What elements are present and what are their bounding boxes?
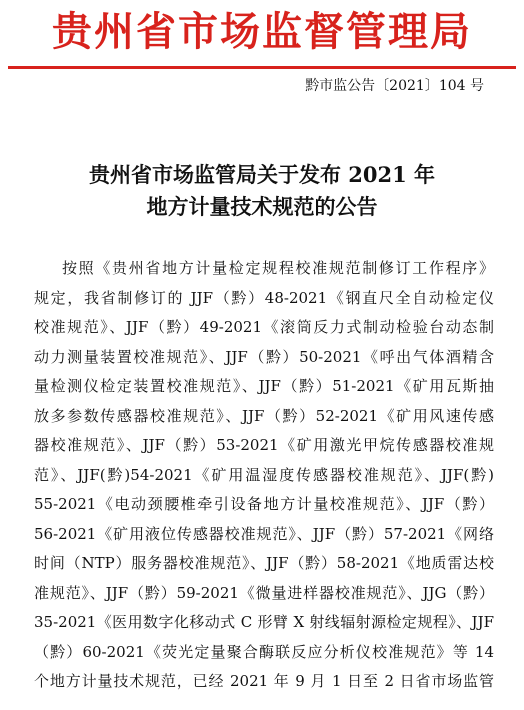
document-body xyxy=(34,254,494,697)
body-line: 校准规范》、JJF（黔）49-2021《滚筒反力式制动检验台动态制 xyxy=(34,318,494,336)
body-line: 准规范》、JJF（黔）59-2021《微量进样器校准规范》、JJG（黔） xyxy=(34,583,494,602)
body-line: 时间（NTP）服务器校准规范》、JJF（黔）58-2021《地质雷达校 xyxy=(34,554,494,572)
body-line: 范》、JJF(黔)54-2021《矿用温湿度传感器校准规范》、JJF(黔) xyxy=(34,465,494,484)
body-line: 按照《贵州省地方计量检定规程校准规范制修订工作程序》 xyxy=(62,259,494,277)
body-line: （黔）60-2021《荧光定量聚合酶联反应分析仪校准规范》等 14 xyxy=(34,642,494,661)
letterhead-red-rule xyxy=(8,66,516,69)
document-title-line-2: 地方计量技术规范的公告 xyxy=(146,194,378,219)
body-line: 动力测量装置校准规范》、JJF（黔）50-2021《呼出气体酒精含 xyxy=(34,347,494,366)
document-title-line-1: 贵州省市场监管局关于发布 2021 年 xyxy=(88,162,436,187)
body-line: 放多参数传感器校准规范》、JJF（黔）52-2021《矿用风速传感 xyxy=(34,406,494,425)
body-line: 量检测仪检定装置校准规范》、JJF（黔）51-2021《矿用瓦斯抽 xyxy=(34,377,494,395)
body-line: 56-2021《矿用液位传感器校准规范》、JJF（黔）57-2021《网络 xyxy=(34,524,494,543)
body-line: 个地方计量技术规范，已经 2021 年 9 月 1 日至 2 日省市场监管 xyxy=(34,672,494,690)
agency-letterhead-title: 贵州省市场监督管理局 xyxy=(52,8,472,55)
body-line: 55-2021《电动颈腰椎牵引设备地方计量校准规范》、JJF（黔） xyxy=(34,495,494,513)
body-line: 35-2021《医用数字化移动式 C 形臂 X 射线辐射源检定规程》、JJF xyxy=(34,613,494,631)
document-number: 黔市监公告〔2021〕104 号 xyxy=(305,78,484,94)
body-line: 器校准规范》、JJF（黔）53-2021《矿用激光甲烷传感器校准规 xyxy=(34,436,494,454)
body-line: 规定，我省制修订的 JJF（黔）48-2021《钢直尺全自动检定仪 xyxy=(34,288,494,307)
